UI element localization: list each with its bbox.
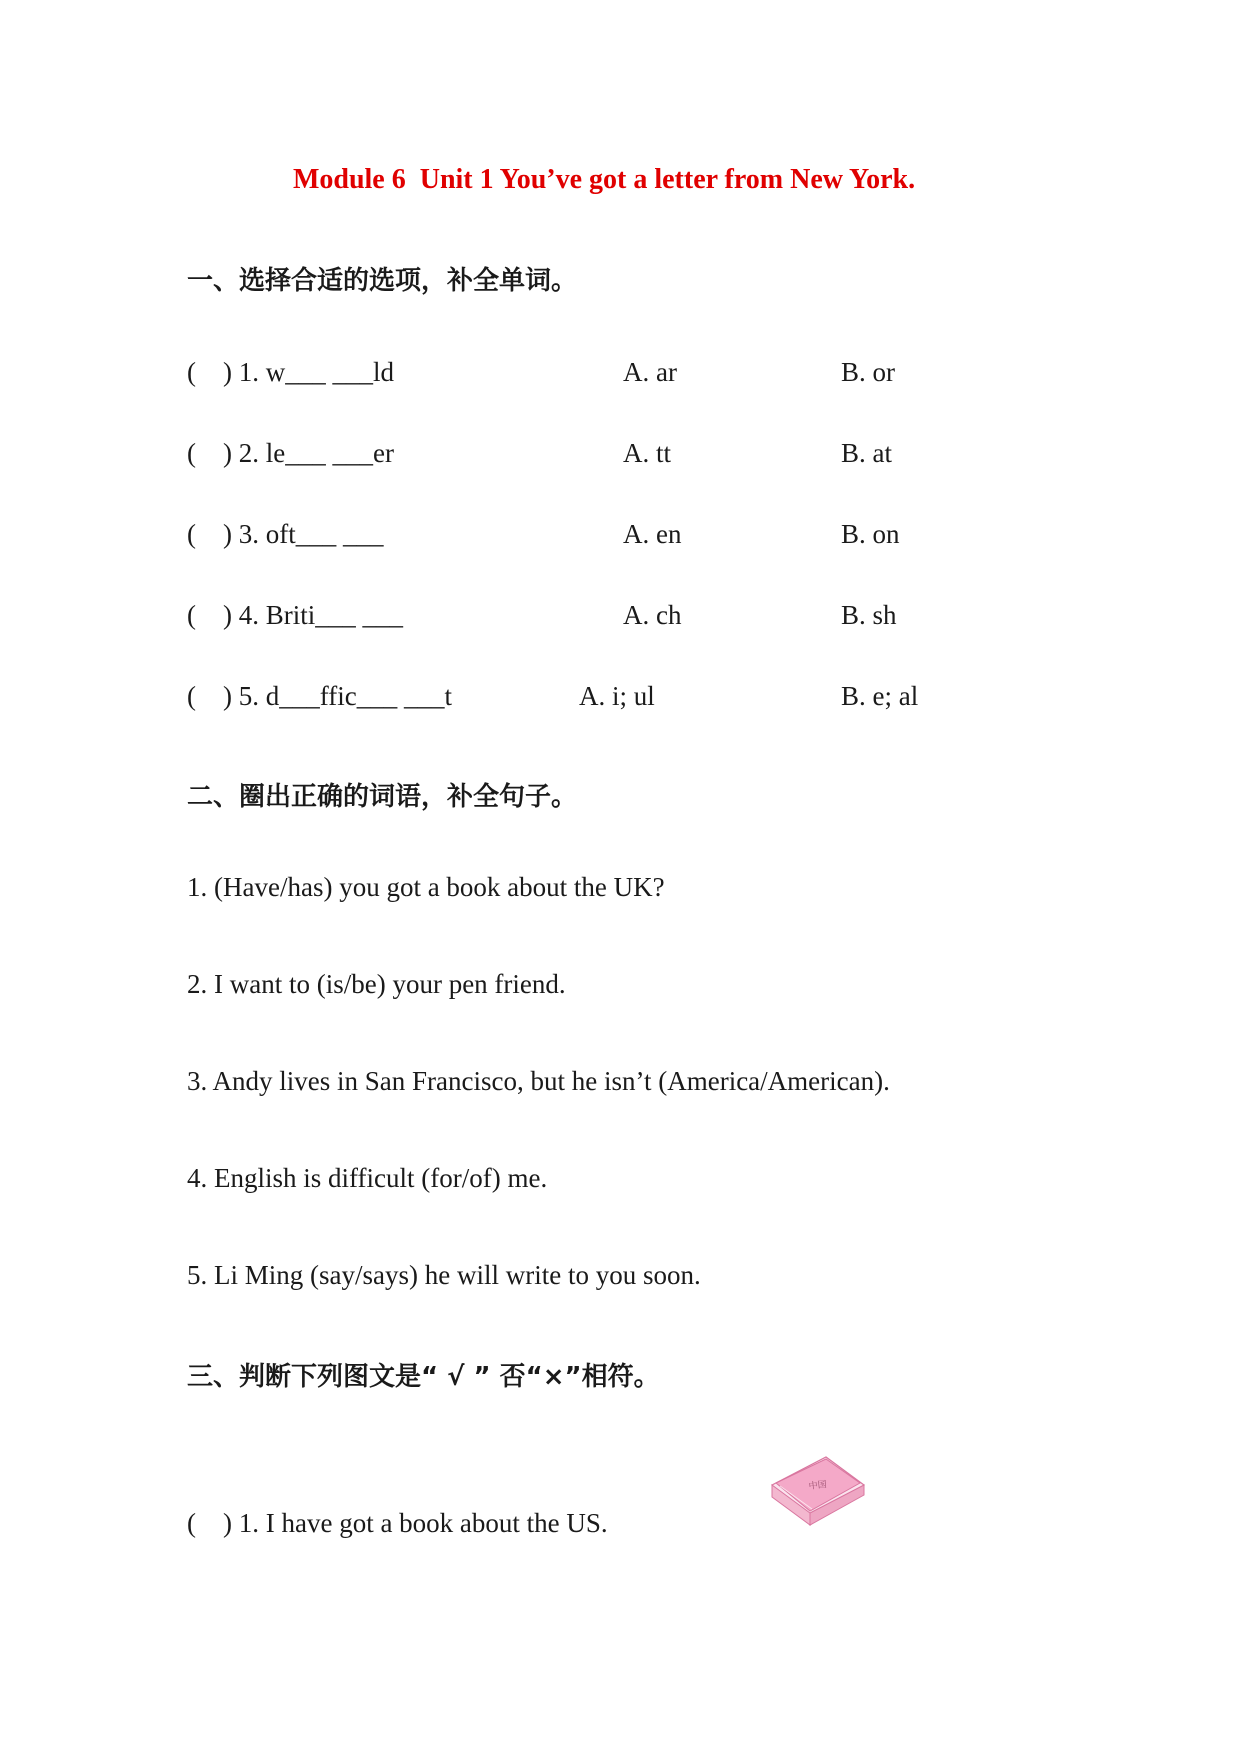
s2-sentence-2: 2. I want to (is/be) your pen friend. — [187, 969, 566, 999]
s1-item-5-option-a: A. i; ul — [579, 681, 655, 711]
s1-item-1-option-a: A. ar — [623, 357, 677, 387]
s1-item-4-stem: ( ) 4. Briti___ ___ — [187, 600, 403, 630]
section-2-heading: 二、圈出正确的词语，补全句子。 — [187, 782, 578, 812]
s2-sentence-1: 1. (Have/has) you got a book about the UK? — [187, 872, 665, 902]
section-1-heading: 一、选择合适的选项，补全单词。 — [187, 266, 578, 296]
s1-item-2-option-b: B. at — [841, 438, 892, 468]
book-cover-label: 中国 — [808, 1480, 828, 1492]
section-3-heading: 三、判断下列图文是“ √ ” 否“×”相符。 — [187, 1362, 660, 1392]
s1-item-4-option-b: B. sh — [841, 600, 897, 630]
s1-item-2-option-a: A. tt — [623, 438, 672, 468]
s1-item-4-option-a: A. ch — [623, 600, 682, 630]
s2-sentence-3: 3. Andy lives in San Francisco, but he isn’t (America/American). — [187, 1066, 890, 1096]
book-icon — [768, 1455, 868, 1527]
s3-item-1: ( ) 1. I have got a book about the US. — [187, 1508, 608, 1538]
page-title: Module 6 Unit 1 You’ve got a letter from New York. — [292, 164, 916, 195]
s1-item-1-option-b: B. or — [841, 357, 895, 387]
s2-sentence-5: 5. Li Ming (say/says) he will write to you soon. — [187, 1260, 701, 1290]
s1-item-5-stem: ( ) 5. d___ffic___ ___t — [187, 681, 452, 711]
s1-item-3-option-a: A. en — [623, 519, 682, 549]
s1-item-2-stem: ( ) 2. le___ ___er — [187, 438, 394, 468]
s1-item-5-option-b: B. e; al — [841, 681, 919, 711]
s1-item-3-option-b: B. on — [841, 519, 900, 549]
s2-sentence-4: 4. English is difficult (for/of) me. — [187, 1163, 548, 1193]
s1-item-1-stem: ( ) 1. w___ ___ld — [187, 357, 394, 387]
s1-item-3-stem: ( ) 3. oft___ ___ — [187, 519, 384, 549]
